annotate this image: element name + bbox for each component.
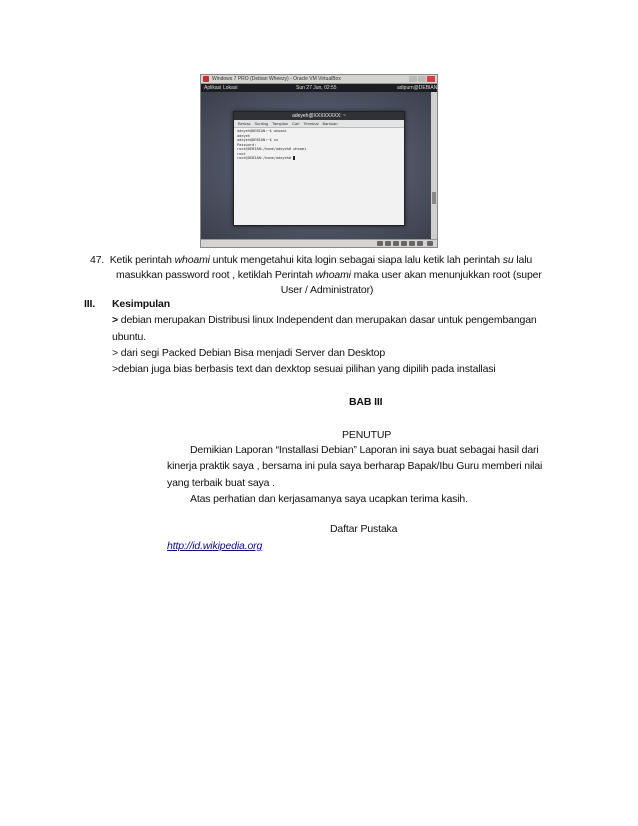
terminal-window	[233, 111, 405, 226]
vm-statusbar	[201, 239, 437, 248]
terminal-menu-item: Cari	[292, 121, 300, 126]
terminal-menubar	[234, 120, 404, 128]
close-icon	[427, 76, 435, 82]
section-number: III.	[84, 298, 96, 310]
command-su: su	[502, 254, 514, 266]
shared-folder-icon	[409, 241, 415, 246]
gnome-top-bar	[201, 84, 437, 92]
thanks-paragraph: Atas perhatian dan kerjasamanya saya ucapkan terima kasih.	[190, 493, 468, 505]
terminal-line: adeyeh@DEBIAN:~$ whoami	[237, 129, 287, 133]
terminal-menu-item: Tampilan	[272, 121, 289, 126]
conclusion-line-1	[112, 313, 537, 327]
terminal-title: adeyeh@XXXXXXXX: ~	[234, 112, 404, 120]
text-run: untuk mengetahui kita login sebagai siapa lalu ketik lah perintah	[209, 254, 503, 266]
terminal-menu-item: Sunting	[254, 121, 269, 126]
bibliography-entry	[167, 539, 262, 553]
vm-scrollbar	[431, 92, 437, 239]
vm-screenshot	[200, 74, 438, 248]
command-whoami: whoami	[174, 254, 210, 266]
text-run: maka user akan menunjukkan root (super	[350, 269, 542, 281]
closing-paragraph-line-2: kinerja praktik saya , bersama ini pula saya berharap Bapak/Ibu Guru memberi nilai	[167, 460, 543, 472]
text-run: debian merupakan Distribusi linux Independent dan merupakan dasar untuk pengembangan	[120, 314, 537, 326]
terminal-menu-item: Berkas	[238, 121, 251, 126]
section-title: Kesimpulan	[112, 298, 171, 310]
network-icon	[401, 241, 407, 246]
closing-paragraph-line-3: yang terbaik buat saya .	[167, 477, 275, 489]
bibliography-heading: Daftar Pustaka	[330, 523, 398, 535]
text-run: >	[112, 314, 121, 326]
maximize-icon	[418, 76, 426, 82]
conclusion-line-4: >debian juga bias berbasis text dan dexktop sesuai pilihan yang dipilih pada installasi	[112, 363, 496, 375]
host-key-icon	[427, 241, 433, 246]
vm-window-titlebar	[201, 75, 437, 84]
text-run: lalu	[513, 254, 533, 266]
display-icon	[417, 241, 423, 246]
terminal-line: adeyeh	[237, 133, 250, 138]
text-run: Ketik perintah	[109, 254, 175, 266]
gnome-menu-applications: Aplikasi	[204, 85, 222, 91]
minimize-icon	[409, 76, 417, 82]
command-whoami: whoami	[315, 269, 351, 281]
usb-icon	[393, 241, 399, 246]
terminal-menu-item: Bantuan	[322, 121, 338, 126]
bibliography-link[interactable]: http://id.wikipedia.org	[167, 540, 263, 552]
terminal-line: root@DEBIAN:/home/adeyeh# whoami	[237, 147, 307, 151]
vm-scrollbar-thumb	[432, 192, 436, 204]
closing-paragraph-line-1: Demikian Laporan “Installasi Debian” Laporan ini saya buat sebagai hasil dari	[190, 444, 539, 456]
terminal-output	[237, 129, 306, 161]
conclusion-line-3: > dari segi Packed Debian Bisa menjadi Server dan Desktop	[112, 347, 386, 359]
virtualbox-icon	[203, 76, 209, 82]
hdd-icon	[377, 241, 383, 246]
terminal-line: root@DEBIAN:/home/adeyeh#	[237, 156, 292, 160]
item-47-line-2	[116, 268, 542, 282]
terminal-line: adeyeh@DEBIAN:~$ su	[237, 138, 279, 142]
gnome-menu-places: Lokasi	[223, 85, 238, 91]
chapter-heading: BAB III	[349, 396, 383, 408]
gnome-user-menu: adipurn@DEBIAN	[397, 85, 438, 91]
terminal-cursor	[293, 156, 295, 160]
terminal-line: Password:	[237, 142, 257, 147]
conclusion-line-2: ubuntu.	[112, 331, 146, 343]
cd-icon	[385, 241, 391, 246]
item-47-line-3: User / Administrator)	[280, 284, 374, 296]
terminal-menu-item: Terminal	[303, 121, 319, 126]
item-47-line-1	[90, 253, 532, 267]
terminal-line: root	[237, 151, 246, 156]
vm-window-title: Windows 7 PRO (Debian Wheezy) - Oracle VM VirtualBox	[212, 76, 341, 82]
text-run: masukkan password root , ketiklah Perintah	[116, 269, 316, 281]
gnome-clock: Sun 27 Jun, 02:55	[296, 85, 337, 91]
item-number: 47.	[90, 254, 105, 266]
chapter-subheading: PENUTUP	[342, 429, 392, 441]
